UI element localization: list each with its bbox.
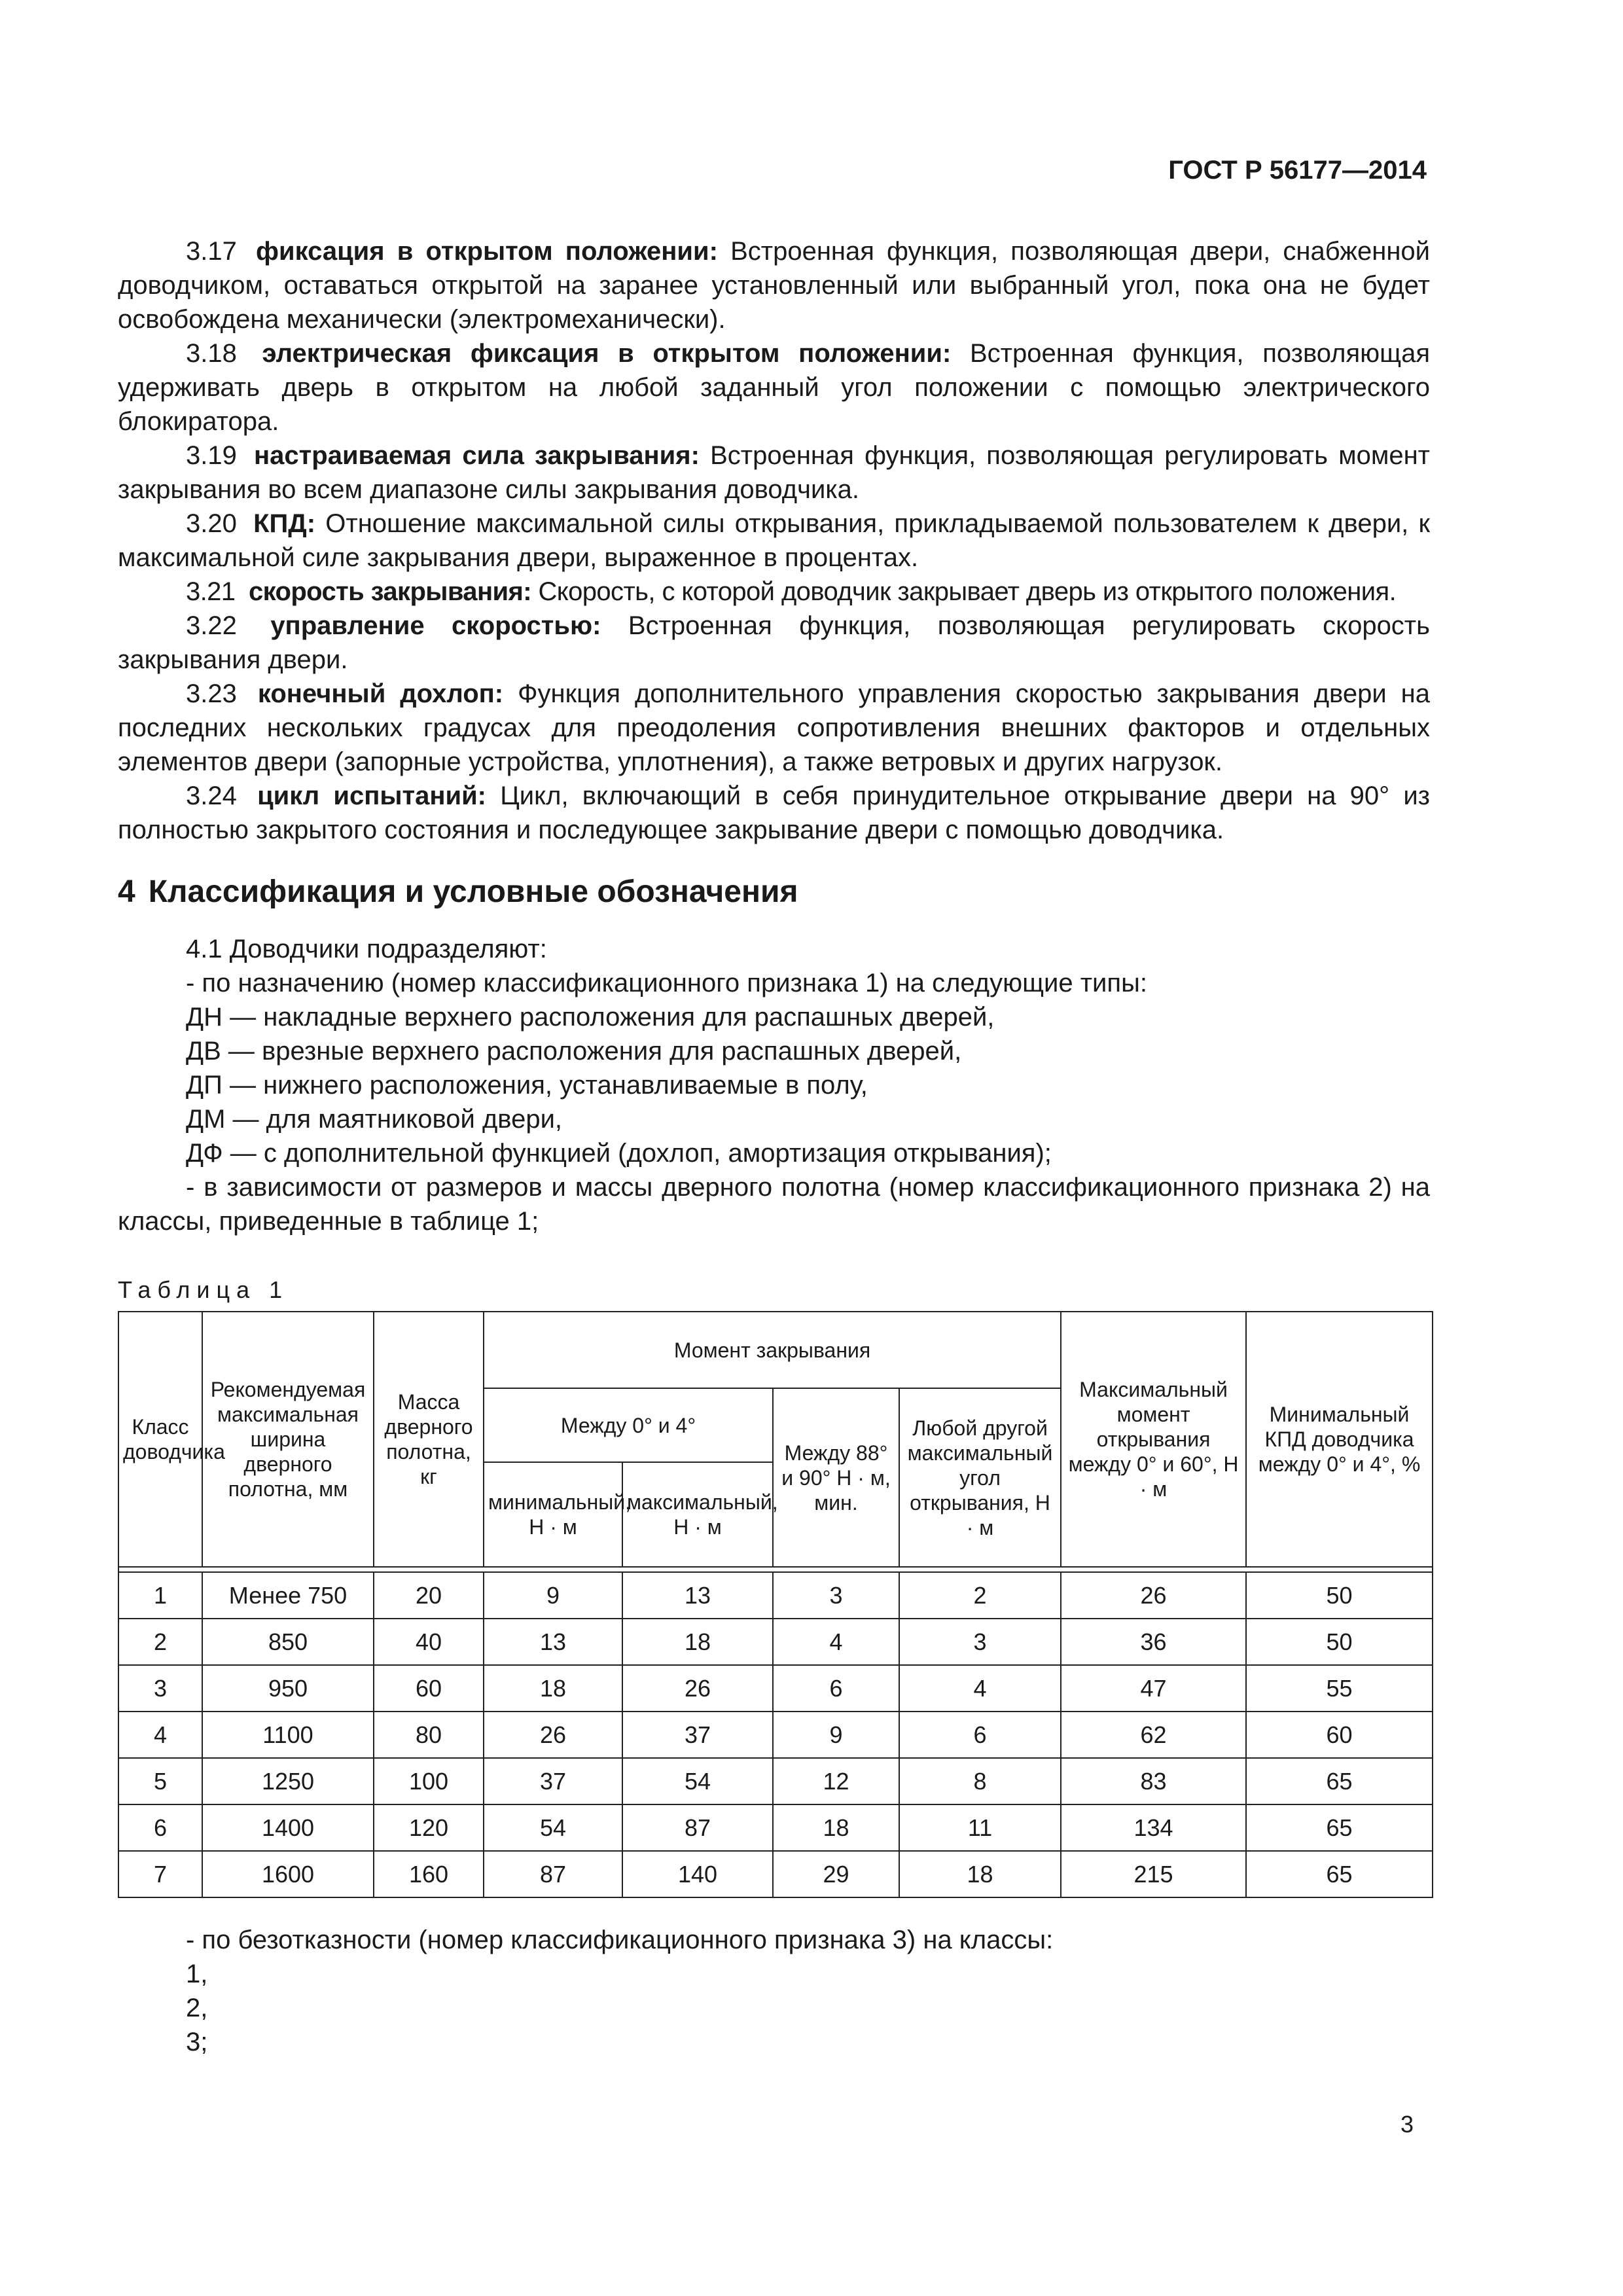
definition-number: 3.23 <box>186 679 237 708</box>
header-any-angle: Любой другой максимальный угол открывания, Н · м <box>899 1388 1061 1567</box>
table-cell: 54 <box>484 1804 622 1851</box>
header-moment-group: Момент закрывания <box>484 1312 1061 1388</box>
definition-term: фиксация в открытом положении: <box>256 237 718 266</box>
table-cell: Менее 750 <box>202 1572 374 1619</box>
table-cell: 26 <box>484 1712 622 1758</box>
table-cell: 2 <box>118 1619 202 1665</box>
definition-number: 3.19 <box>186 441 237 470</box>
definition-text: Отношение максимальной силы открывания, прикладываемой пользователем к двери, к максимальной силе закрывания двери, выраженное в процентах. <box>118 509 1430 572</box>
table-cell: 850 <box>202 1619 374 1665</box>
table-cell: 55 <box>1246 1665 1433 1712</box>
table-cell: 1600 <box>202 1851 374 1897</box>
table-cell: 40 <box>374 1619 484 1665</box>
definition-text: Функция дополнительного управления скоростью закрывания двери на последних нескольких градусах для преодоления сопротивления внешних факторов и отдельных элементов двери (запорные устройства, уплотнения), а также ветровых и других нагрузок. <box>118 679 1430 776</box>
reliability-class: 3; <box>186 2028 208 2056</box>
definition-term: настраиваемая сила закрывания: <box>254 441 700 470</box>
definition-number: 3.20 <box>186 509 237 538</box>
classification-item: ДФ — с дополнительной функцией (дохлоп, амортизация открывания); <box>186 1139 1052 1168</box>
definition-3-23 <box>118 677 1430 779</box>
reliability-class: 1, <box>186 1960 208 1988</box>
table-cell: 11 <box>899 1804 1061 1851</box>
definition-3-18 <box>118 336 1430 439</box>
table-cell: 950 <box>202 1665 374 1712</box>
definition-3-19 <box>118 439 1430 507</box>
table-cell: 13 <box>622 1572 773 1619</box>
table-cell: 9 <box>773 1712 899 1758</box>
table-cell: 62 <box>1061 1712 1246 1758</box>
table-cell: 3 <box>773 1572 899 1619</box>
table-cell: 6 <box>118 1804 202 1851</box>
definition-text: Встроенная функция, позволяющая регулировать момент закрывания во всем диапазоне силы закрывания доводчика. <box>118 441 1430 504</box>
table-cell: 26 <box>1061 1572 1246 1619</box>
table-caption: Таблица 1 <box>118 1276 289 1303</box>
table-cell: 60 <box>374 1665 484 1712</box>
table-cell: 6 <box>899 1712 1061 1758</box>
definition-term: электрическая фиксация в открытом положении: <box>262 339 952 368</box>
definition-3-17 <box>118 234 1430 336</box>
table-cell: 5 <box>118 1758 202 1804</box>
table-cell: 160 <box>374 1851 484 1897</box>
table-cell: 20 <box>374 1572 484 1619</box>
table-cell: 47 <box>1061 1665 1246 1712</box>
table-cell: 87 <box>622 1804 773 1851</box>
section-4-body <box>118 932 1430 1238</box>
table-cell: 4 <box>118 1712 202 1758</box>
table-cell: 13 <box>484 1619 622 1665</box>
header-mass: Масса дверного полотна, кг <box>374 1312 484 1567</box>
table-body <box>118 1572 1433 1897</box>
classification-item: - по назначению (номер классификационного признака 1) на следующие типы: <box>186 969 1147 997</box>
reliability-intro: - по безотказности (номер классификационного признака 3) на классы: <box>186 1926 1054 1954</box>
classification-item: ДМ — для маятниковой двери, <box>186 1105 563 1134</box>
table-row <box>118 1712 1433 1758</box>
definition-term: управление скоростью: <box>270 611 601 640</box>
definition-3-22 <box>118 609 1430 677</box>
table-row <box>118 1665 1433 1712</box>
header-min: минимальный, Н · м <box>484 1462 622 1567</box>
table-cell: 8 <box>899 1758 1061 1804</box>
table-cell: 120 <box>374 1804 484 1851</box>
definition-term: скорость закрывания: <box>248 577 531 606</box>
section-number: 4 <box>118 874 135 909</box>
table-cell: 9 <box>484 1572 622 1619</box>
table-row <box>118 1619 1433 1665</box>
table-cell: 18 <box>622 1619 773 1665</box>
section-title <box>118 874 798 910</box>
definition-number: 3.21 <box>186 577 236 606</box>
reliability-classes <box>118 1923 1430 2059</box>
classification-item: ДВ — врезные верхнего расположения для распашных дверей, <box>186 1037 962 1066</box>
table-cell: 6 <box>773 1665 899 1712</box>
classification-item: - в зависимости от размеров и массы дверного полотна (номер классификационного признака 2) на классы, приведенные в таблице 1; <box>118 1173 1430 1236</box>
table-cell: 1 <box>118 1572 202 1619</box>
table-row <box>118 1758 1433 1804</box>
header-separator <box>118 1567 1433 1572</box>
table-row <box>118 1572 1433 1619</box>
table-cell: 140 <box>622 1851 773 1897</box>
table-cell: 18 <box>484 1665 622 1712</box>
table-cell: 54 <box>622 1758 773 1804</box>
header-min-eff: Минимальный КПД доводчика между 0° и 4°, % <box>1246 1312 1433 1567</box>
table-cell: 215 <box>1061 1851 1246 1897</box>
page-number: 3 <box>1400 2111 1414 2138</box>
definition-text: Встроенная функция, позволяющая удерживать дверь в открытом на любой заданный угол положении с помощью электрического блокиратора. <box>118 339 1430 436</box>
definition-text: Цикл, включающий в себя принудительное открывание двери на 90° из полностью закрытого состояния и последующее закрывание двери с помощью доводчика. <box>118 781 1430 844</box>
table-cell: 18 <box>773 1804 899 1851</box>
definition-term: конечный дохлоп: <box>257 679 504 708</box>
table-cell: 18 <box>899 1851 1061 1897</box>
table-cell: 134 <box>1061 1804 1246 1851</box>
table-cell: 36 <box>1061 1619 1246 1665</box>
document-header: ГОСТ Р 56177—2014 <box>1168 156 1427 185</box>
definition-3-21 <box>118 575 1430 609</box>
separator-cell <box>118 1567 1433 1572</box>
table-cell: 50 <box>1246 1619 1433 1665</box>
table-cell: 4 <box>899 1665 1061 1712</box>
table-cell: 60 <box>1246 1712 1433 1758</box>
table-cell: 37 <box>484 1758 622 1804</box>
definition-text: Скорость, с которой доводчик закрывает дверь из открытого положения. <box>538 577 1397 606</box>
table-cell: 1400 <box>202 1804 374 1851</box>
section-title-text: Классификация и условные обозначения <box>148 874 798 909</box>
classification-item: ДН — накладные верхнего расположения для распашных дверей, <box>186 1003 995 1031</box>
table-cell: 3 <box>899 1619 1061 1665</box>
header-max-open: Максимальный момент открывания между 0° и 60°, Н · м <box>1061 1312 1246 1567</box>
table-cell: 65 <box>1246 1851 1433 1897</box>
definition-3-24 <box>118 779 1430 847</box>
definition-3-20 <box>118 507 1430 575</box>
table-cell: 50 <box>1246 1572 1433 1619</box>
definition-number: 3.18 <box>186 339 237 368</box>
table-cell: 1250 <box>202 1758 374 1804</box>
reliability-class: 2, <box>186 1994 208 2022</box>
table-cell: 100 <box>374 1758 484 1804</box>
table-cell: 26 <box>622 1665 773 1712</box>
table-cell: 80 <box>374 1712 484 1758</box>
table-cell: 83 <box>1061 1758 1246 1804</box>
definition-number: 3.17 <box>186 237 237 266</box>
table-cell: 87 <box>484 1851 622 1897</box>
definition-term: КПД: <box>253 509 316 538</box>
table-cell: 4 <box>773 1619 899 1665</box>
table-cell: 1100 <box>202 1712 374 1758</box>
table-cell: 7 <box>118 1851 202 1897</box>
header-max: максимальный, Н · м <box>622 1462 773 1567</box>
table-cell: 3 <box>118 1665 202 1712</box>
table-cell: 12 <box>773 1758 899 1804</box>
header-between-88-90: Между 88° и 90° Н · м, мин. <box>773 1388 899 1567</box>
definition-term: цикл испытаний: <box>257 781 487 810</box>
header-class: Класс доводчика <box>118 1312 202 1567</box>
definition-number: 3.24 <box>186 781 237 810</box>
table-row <box>118 1804 1433 1851</box>
definition-text: Встроенная функция, позволяющая регулировать скорость закрывания двери. <box>118 611 1430 674</box>
table-1 <box>118 1311 1433 1898</box>
table-cell: 65 <box>1246 1758 1433 1804</box>
classification-intro: 4.1 Доводчики подразделяют: <box>186 935 547 963</box>
classification-item: ДП — нижнего расположения, устанавливаемые в полу, <box>186 1071 868 1100</box>
definition-text: Встроенная функция, позволяющая двери, снабженной доводчиком, оставаться открытой на заранее установленный или выбранный угол, пока она не будет освобождена механически (электромеханически). <box>118 237 1431 334</box>
table-cell: 65 <box>1246 1804 1433 1851</box>
table-cell: 29 <box>773 1851 899 1897</box>
table-row <box>118 1851 1433 1897</box>
definition-number: 3.22 <box>186 611 237 640</box>
header-between-0-4: Между 0° и 4° <box>484 1388 773 1462</box>
table-cell: 37 <box>622 1712 773 1758</box>
definitions-list <box>118 234 1430 847</box>
table-cell: 2 <box>899 1572 1061 1619</box>
header-width: Рекомендуемая максимальная ширина дверного полотна, мм <box>202 1312 374 1567</box>
